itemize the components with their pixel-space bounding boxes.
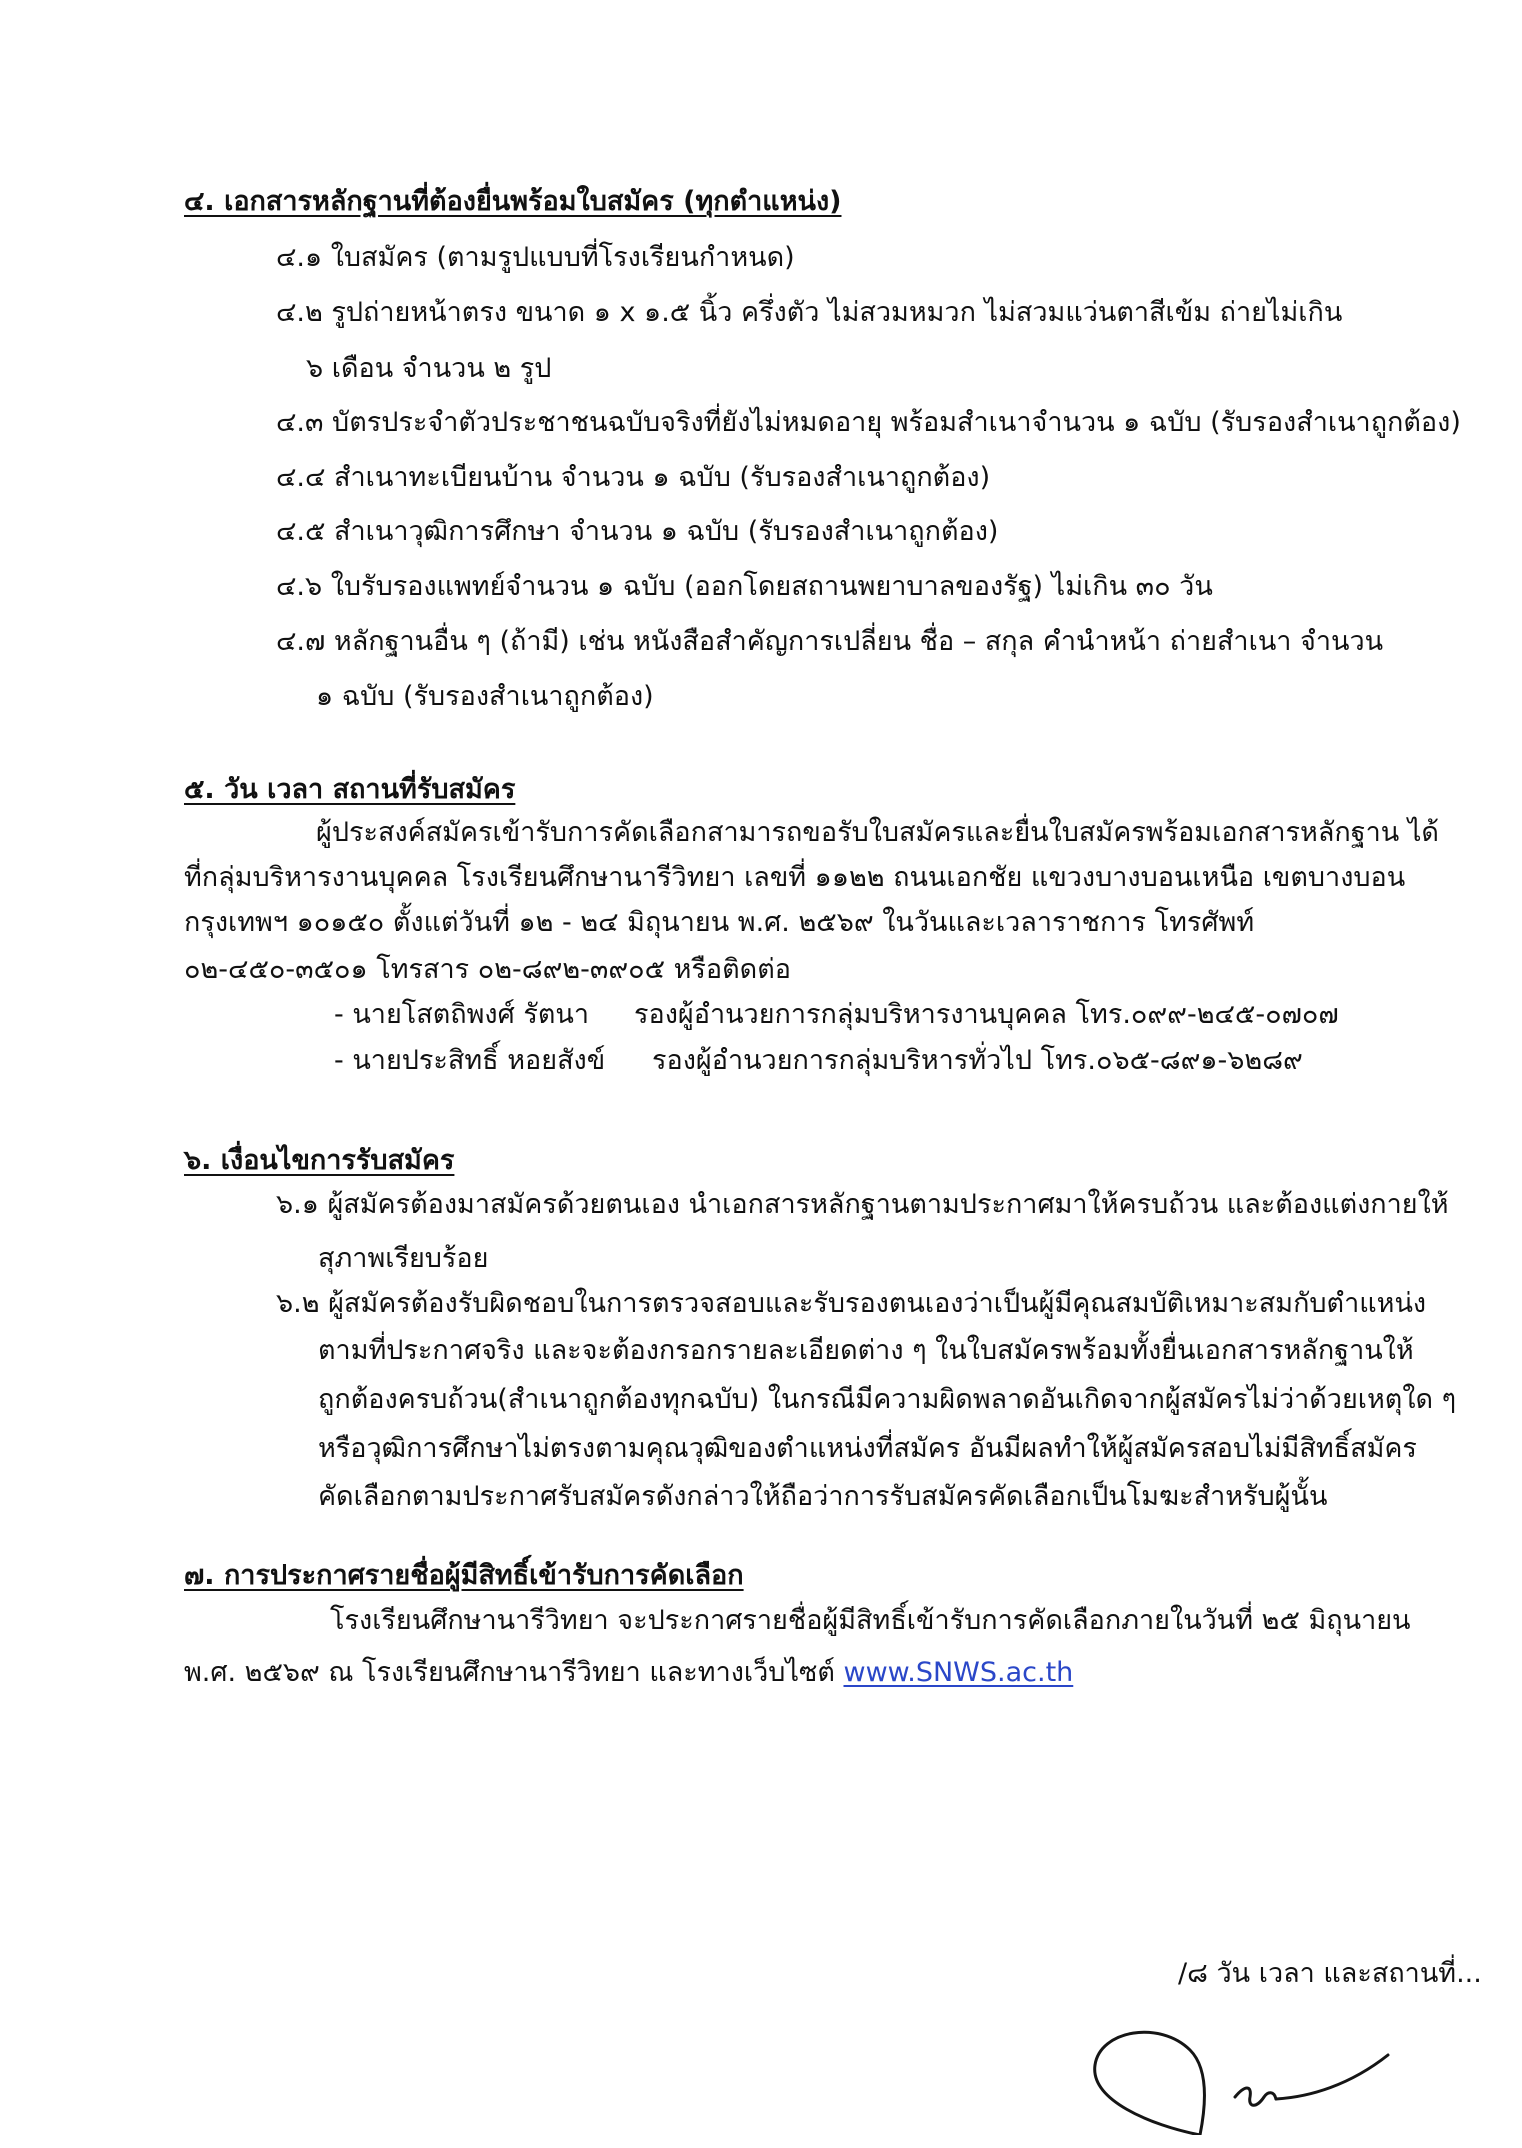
section-5-para-line-3: กรุงเทพฯ ๑๐๑๕๐ ตั้งแต่วันที่ ๑๒ - ๒๔ มิถุนายน พ.ศ. ๒๕๖๙ ในวันและเวลาราชการ โทรศัพท์ [184,907,1255,938]
contact-row-2 [334,1043,1334,1079]
section-5-para-line-4: ๐๒-๔๕๐-๓๕๐๑ โทรสาร ๐๒-๘๙๒-๓๙๐๕ หรือติดต่อ [184,954,791,985]
section-6-item-2-cont-2: ถูกต้องครบถ้วน(สำเนาถูกต้องทุกฉบับ) ในกรณีมีความผิดพลาดอันเกิดจากผู้สมัครไม่ว่าด้วยเหตุใด ๆ [318,1384,1457,1415]
section-6-item-2: ๖.๒ ผู้สมัครต้องรับผิดชอบในการตรวจสอบและรับรองตนเองว่าเป็นผู้มีคุณสมบัติเหมาะสมกับตำแหน่ง [276,1288,1427,1319]
section-6-heading: ๖. เงื่อนไขการรับสมัคร [184,1145,455,1176]
section-6-item-2-cont-3: หรือวุฒิการศึกษาไม่ตรงตามคุณวุฒิของตำแหน่งที่สมัคร อันมีผลทำให้ผู้สมัครสอบไม่มีสิทธิ์สมัคร [318,1433,1417,1464]
section-4-item-2-cont: ๖ เดือน จำนวน ๒ รูป [306,353,552,384]
section-6-item-1-cont: สุภาพเรียบร้อย [318,1243,489,1274]
continuation-text: /๘ วัน เวลา และสถานที่... [1178,1958,1482,1989]
section-5-heading: ๕. วัน เวลา สถานที่รับสมัคร [184,774,516,805]
section-4-item-5: ๔.๕ สำเนาวุฒิการศึกษา จำนวน ๑ ฉบับ (รับรองสำเนาถูกต้อง) [276,516,999,547]
section-4-item-6: ๔.๖ ใบรับรองแพทย์จำนวน ๑ ฉบับ (ออกโดยสถานพยาบาลของรัฐ) ไม่เกิน ๓๐ วัน [276,571,1213,602]
section-7-line-2 [184,1655,1073,1691]
section-4-heading: ๔. เอกสารหลักฐานที่ต้องยื่นพร้อมใบสมัคร (ทุกตำแหน่ง) [184,186,842,217]
section-5-para-line-1: ผู้ประสงค์สมัครเข้ารับการคัดเลือกสามารถขอรับใบสมัครและยื่นใบสมัครพร้อมเอกสารหลักฐาน ได้ [316,817,1439,848]
section-7-line-2-text: พ.ศ. ๒๕๖๙ ณ โรงเรียนศึกษานารีวิทยา และทางเว็บไซต์ [184,1657,835,1688]
section-4-item-4: ๔.๔ สำเนาทะเบียนบ้าน จำนวน ๑ ฉบับ (รับรองสำเนาถูกต้อง) [276,462,991,493]
contact-name: - นายประสิทธิ์ หอยสังข์ [334,1045,606,1076]
website-link[interactable]: www.SNWS.ac.th [843,1657,1074,1688]
contact-row-1 [334,997,1339,1033]
section-6-item-1: ๖.๑ ผู้สมัครต้องมาสมัครด้วยตนเอง นำเอกสารหลักฐานตามประกาศมาให้ครบถ้วน และต้องแต่งกายให้ [276,1189,1449,1220]
contact-name: - นายโสตถิพงศ์ รัตนา [334,999,589,1030]
section-7-line-1: โรงเรียนศึกษานารีวิทยา จะประกาศรายชื่อผู้มีสิทธิ์เข้ารับการคัดเลือกภายในวันที่ ๒๕ มิถุนายน [330,1605,1411,1636]
section-4-item-7-cont: ๑ ฉบับ (รับรองสำเนาถูกต้อง) [316,681,654,712]
section-6-item-2-cont-4: คัดเลือกตามประกาศรับสมัครดังกล่าวให้ถือว่าการรับสมัครคัดเลือกเป็นโมฆะสำหรับผู้นั้น [318,1481,1328,1512]
section-7-heading: ๗. การประกาศรายชื่อผู้มีสิทธิ์เข้ารับการคัดเลือก [184,1560,744,1591]
section-4-item-7: ๔.๗ หลักฐานอื่น ๆ (ถ้ามี) เช่น หนังสือสำคัญการเปลี่ยน ชื่อ – สกุล คำนำหน้า ถ่ายสำเนา จำนวน [276,626,1384,657]
section-5-para-line-2: ที่กลุ่มบริหารงานบุคคล โรงเรียนศึกษานารีวิทยา เลขที่ ๑๑๒๒ ถนนเอกชัย แขวงบางบอนเหนือ เขตบางบอน [184,862,1406,893]
section-4-item-2: ๔.๒ รูปถ่ายหน้าตรง ขนาด ๑ x ๑.๕ นิ้ว ครึ่งตัว ไม่สวมหมวก ไม่สวมแว่นตาสีเข้ม ถ่ายไม่เกิน [276,297,1343,328]
contact-role: รองผู้อำนวยการกลุ่มบริหารทั่วไป โทร.๐๖๕-๘๙๑-๖๒๘๙ [652,1045,1303,1076]
signature-image [1050,1985,1410,2135]
section-4-item-3: ๔.๓ บัตรประจำตัวประชาชนฉบับจริงที่ยังไม่หมดอายุ พร้อมสำเนาจำนวน ๑ ฉบับ (รับรองสำเนาถูกต้อง) [276,407,1461,438]
contact-role: รองผู้อำนวยการกลุ่มบริหารงานบุคคล โทร.๐๙๙-๒๔๕-๐๗๐๗ [634,999,1339,1030]
section-4-item-1: ๔.๑ ใบสมัคร (ตามรูปแบบที่โรงเรียนกำหนด) [276,242,795,273]
section-6-item-2-cont-1: ตามที่ประกาศจริง และจะต้องกรอกรายละเอียดต่าง ๆ ในใบสมัครพร้อมทั้งยื่นเอกสารหลักฐานให้ [318,1335,1414,1366]
